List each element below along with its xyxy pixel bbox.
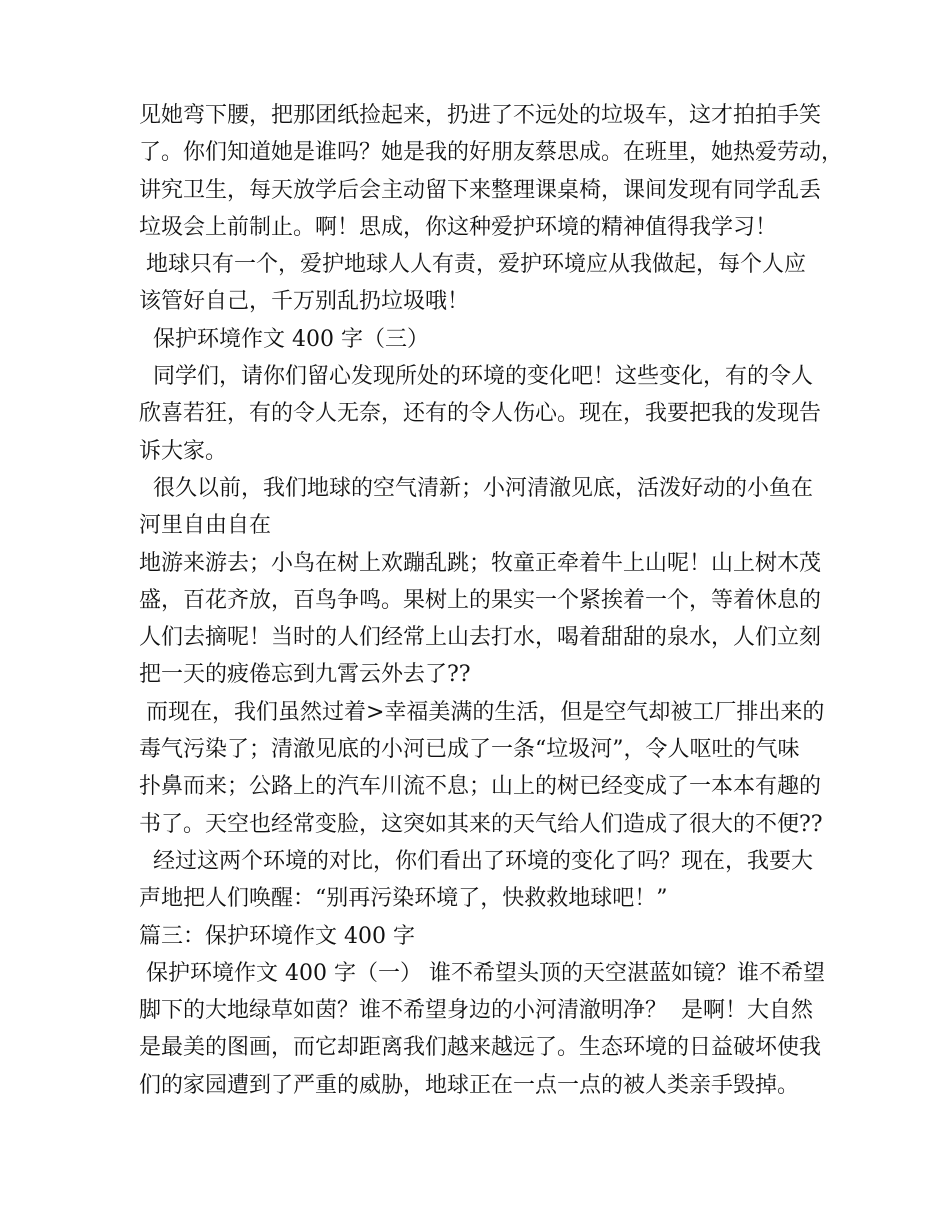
text-line: 该管好自己，千万别乱扔垃圾哦！ (139, 289, 470, 315)
text-line: 毒气污染了；清澈见底的小河已成了一条“垃圾河”，令人呕吐的气味 (139, 737, 800, 763)
text-line: 是最美的图画，而它却距离我们越来越远了。生态环境的日益破坏使我 (139, 1035, 822, 1061)
text-line: 见她弯下腰，把那团纸捡起来，扔进了不远处的垃圾车，这才拍拍手笑 (139, 103, 822, 128)
text-line: 们的家园遭到了严重的威胁，地球正在一点一点的被人类亲手毁掉。 (139, 1072, 800, 1098)
text-line: 而现在，我们虽然过着>幸福美满的生活，但是空气却被工厂排出来的 (139, 699, 825, 725)
text-line: 了。你们知道她是谁吗？她是我的好朋友蔡思成。在班里，她热爱劳动， (139, 140, 844, 166)
text-line: 扑鼻而来；公路上的汽车川流不息；山上的树已经变成了一本本有趣的 (139, 774, 822, 800)
text-line: 河里自由自在 (139, 513, 272, 539)
text-line: 人们去摘呢！当时的人们经常上山去打水，喝着甜甜的泉水，人们立刻 (139, 625, 822, 651)
text-line: 地游来游去；小鸟在树上欢蹦乱跳；牧童正牵着牛上山呢！山上树木茂 (139, 550, 822, 576)
text-line: 讲究卫生，每天放学后会主动留下来整理课桌椅，课间发现有同学乱丢 (139, 177, 822, 203)
text-line: 诉大家。 (139, 438, 228, 464)
text-line: 声地把人们唤醒：“别再污染环境了，快救救地球吧！” (139, 886, 668, 912)
text-line: 篇三：保护环境作文 400 字 (139, 923, 415, 949)
text-line: 把一天的疲倦忘到九霄云外去了?? (139, 662, 471, 688)
text-line: 垃圾会上前制止。啊！思成，你这种爱护环境的精神值得我学习！ (139, 214, 778, 240)
text-line: 书了。天空也经常变脸，这突如其来的天气给人们造成了很大的不便?? (139, 811, 823, 837)
text-line: 盛，百花齐放，百鸟争鸣。果树上的果实一个紧挨着一个，等着休息的 (139, 587, 822, 613)
text-line: 保护环境作文 400 字（三） (139, 326, 429, 352)
text-line: 很久以前，我们地球的空气清新；小河清澈见底，活泼好动的小鱼在 (139, 475, 813, 501)
text-line: 经过这两个环境的对比，你们看出了环境的变化了吗？现在，我要大 (139, 848, 813, 874)
text-line: 欣喜若狂，有的令人无奈，还有的令人伤心。现在，我要把我的发现告 (139, 401, 822, 427)
text-line: 地球只有一个，爱护地球人人有责，爱护环境应从我做起，每个人应 (139, 252, 806, 278)
text-line: 脚下的大地绿草如茵？谁不希望身边的小河清澈明净？ 是啊！大自然 (139, 998, 813, 1024)
text-line: 保护环境作文 400 字（一） 谁不希望头顶的天空湛蓝如镜？谁不希望 (139, 960, 825, 986)
essay-text (139, 97, 844, 1104)
text-line: 同学们，请你们留心发现所处的环境的变化吧！这些变化，有的令人 (139, 364, 813, 390)
